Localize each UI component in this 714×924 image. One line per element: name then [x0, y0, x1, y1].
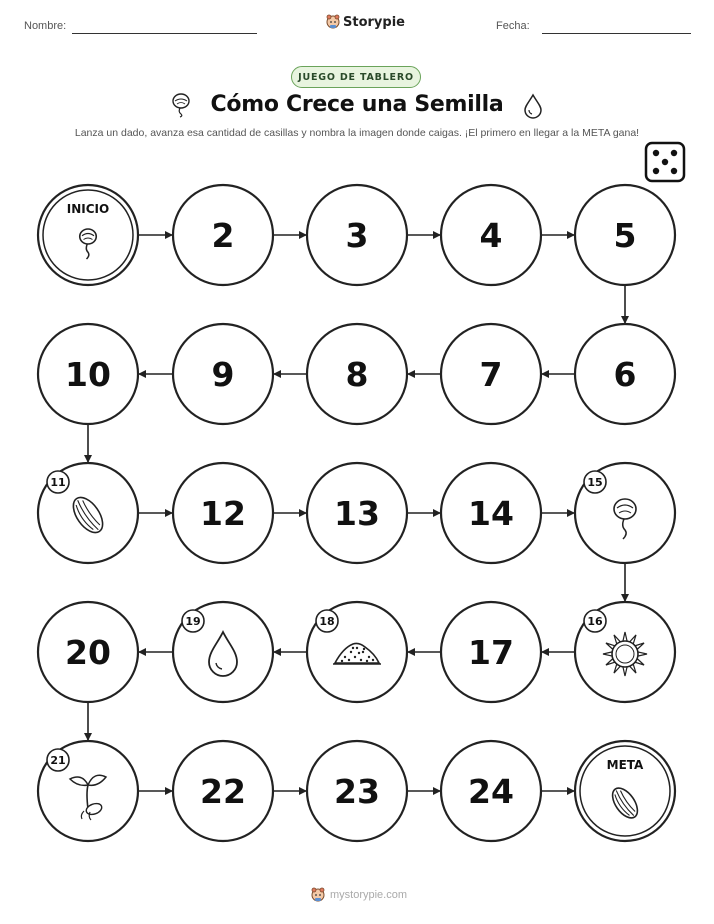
- board-space-13: [307, 463, 407, 563]
- page-title: Cómo Crece una Semilla: [210, 92, 504, 117]
- board-space-7: [441, 324, 541, 424]
- board-space-4: [441, 185, 541, 285]
- space-number: 16: [587, 615, 603, 628]
- category-badge: JUEGO DE TABLERO: [291, 66, 421, 88]
- space-number: 2: [211, 216, 235, 255]
- space-number: 4: [479, 216, 503, 255]
- space-number: 14: [468, 494, 514, 533]
- board-space-meta: [575, 741, 675, 841]
- board-space-12: [173, 463, 273, 563]
- space-number: 13: [334, 494, 380, 533]
- space-number: 7: [479, 355, 503, 394]
- board-space-19: [173, 602, 273, 702]
- space-number: 17: [468, 633, 514, 672]
- storypie-logo-icon: [310, 887, 326, 903]
- board-space-20: [38, 602, 138, 702]
- space-number: 20: [65, 633, 111, 672]
- space-number: 8: [345, 355, 369, 394]
- board-space-15: [575, 463, 675, 563]
- board-space-23: [307, 741, 407, 841]
- space-number: 21: [50, 754, 66, 767]
- board-space-inicio: [38, 185, 138, 285]
- board-space-2: [173, 185, 273, 285]
- board-space-10: [38, 324, 138, 424]
- board-space-16: [575, 602, 675, 702]
- footer: [310, 887, 407, 903]
- board-space-17: [441, 602, 541, 702]
- space-number: 12: [200, 494, 246, 533]
- space-number: 23: [334, 772, 380, 811]
- brand-name: Storypie: [343, 14, 405, 30]
- space-number: 19: [185, 615, 201, 628]
- space-number: 18: [319, 615, 335, 628]
- space-number: 5: [613, 216, 637, 255]
- space-number: 6: [613, 355, 637, 394]
- space-number: 22: [200, 772, 246, 811]
- board-space-8: [307, 324, 407, 424]
- board-space-21: [38, 741, 138, 841]
- board-space-11: [38, 463, 138, 563]
- space-number: 9: [211, 355, 235, 394]
- board-space-5: [575, 185, 675, 285]
- board-space-22: [173, 741, 273, 841]
- finish-label: META: [606, 758, 644, 772]
- board-space-18: [307, 602, 407, 702]
- name-label: Nombre:: [24, 20, 67, 32]
- instructions: Lanza un dado, avanza esa cantidad de casillas y nombra la imagen donde caigas. ¡El primero en llegar a la META gana!: [74, 127, 640, 139]
- space-number: 24: [468, 772, 514, 811]
- board-space-14: [441, 463, 541, 563]
- space-number: 3: [345, 216, 369, 255]
- board-space-6: [575, 324, 675, 424]
- date-label: Fecha:: [496, 20, 530, 32]
- footer-url[interactable]: mystorypie.com: [330, 889, 408, 901]
- board-space-3: [307, 185, 407, 285]
- start-label: INICIO: [66, 202, 110, 216]
- board-space-24: [441, 741, 541, 841]
- space-number: 15: [587, 476, 603, 489]
- space-number: 11: [50, 476, 66, 489]
- space-number: 10: [65, 355, 111, 394]
- board-space-9: [173, 324, 273, 424]
